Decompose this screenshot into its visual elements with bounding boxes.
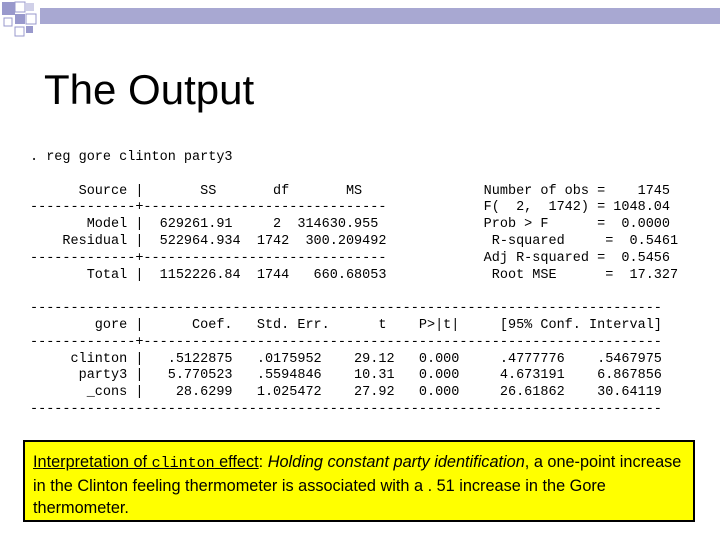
output-line: ------------------------------------------------------------------------------	[30, 401, 662, 417]
interpretation-box: Interpretation of clinton effect: Holding constant party identification, a one-point increase in the Clinton feeling thermometer is associated with a . 51 increase in the Gore thermometer.	[23, 440, 695, 522]
output-line: -------------+------------------------------ Adj R-squared = 0.5456	[30, 250, 671, 266]
slide-title: The Output	[44, 66, 255, 113]
decor-square	[15, 2, 25, 12]
output-line: ------------------------------------------------------------------------------	[30, 301, 662, 317]
output-line	[30, 167, 678, 184]
output-line: party3 | 5.770523 .5594846 10.31 0.000 4.673191 6.867856	[30, 368, 662, 384]
decor-square	[2, 2, 15, 15]
output-line: _cons | 28.6299 1.025472 27.92 0.000 26.61862 30.64119	[30, 385, 662, 401]
title-bar	[40, 8, 720, 24]
slide-decoration	[0, 0, 720, 40]
variable-name: clinton	[151, 455, 215, 472]
output-line: -------------+----------------------------------------------------------------	[30, 334, 662, 350]
decor-square	[15, 14, 25, 24]
decor-square	[26, 26, 33, 33]
output-line: . reg gore clinton party3	[30, 150, 233, 165]
output-line: Residual | 522964.934 1742 300.209492 R-squared = 0.5461	[30, 233, 679, 249]
output-line	[30, 284, 678, 301]
decor-square	[26, 14, 36, 24]
output-line: Source | SS df MS Number of obs = 1745	[30, 183, 671, 199]
output-line: Model | 629261.91 2 314630.955 Prob > F = 0.0000	[30, 217, 671, 233]
regression-output	[30, 150, 678, 419]
decor-square	[15, 27, 24, 36]
interpretation-label: Interpretation of clinton effect	[33, 453, 259, 472]
output-line: Total | 1152226.84 1744 660.68053 Root MSE = 17.327	[30, 267, 679, 283]
decor-square	[26, 3, 34, 11]
output-line: -------------+------------------------------ F( 2, 1742) = 1048.04	[30, 200, 671, 216]
interpretation-italic: Holding constant party identification	[267, 453, 525, 471]
output-line: clinton | .5122875 .0175952 29.12 0.000 .4777776 .5467975	[30, 351, 662, 367]
output-line: gore | Coef. Std. Err. t P>|t| [95% Conf. Interval]	[30, 317, 662, 333]
decor-square	[4, 18, 12, 26]
interpretation-body: , a one-point increase in the Clinton feeling thermometer is associated with a . 51 increase in the Gore thermometer.	[33, 453, 682, 517]
